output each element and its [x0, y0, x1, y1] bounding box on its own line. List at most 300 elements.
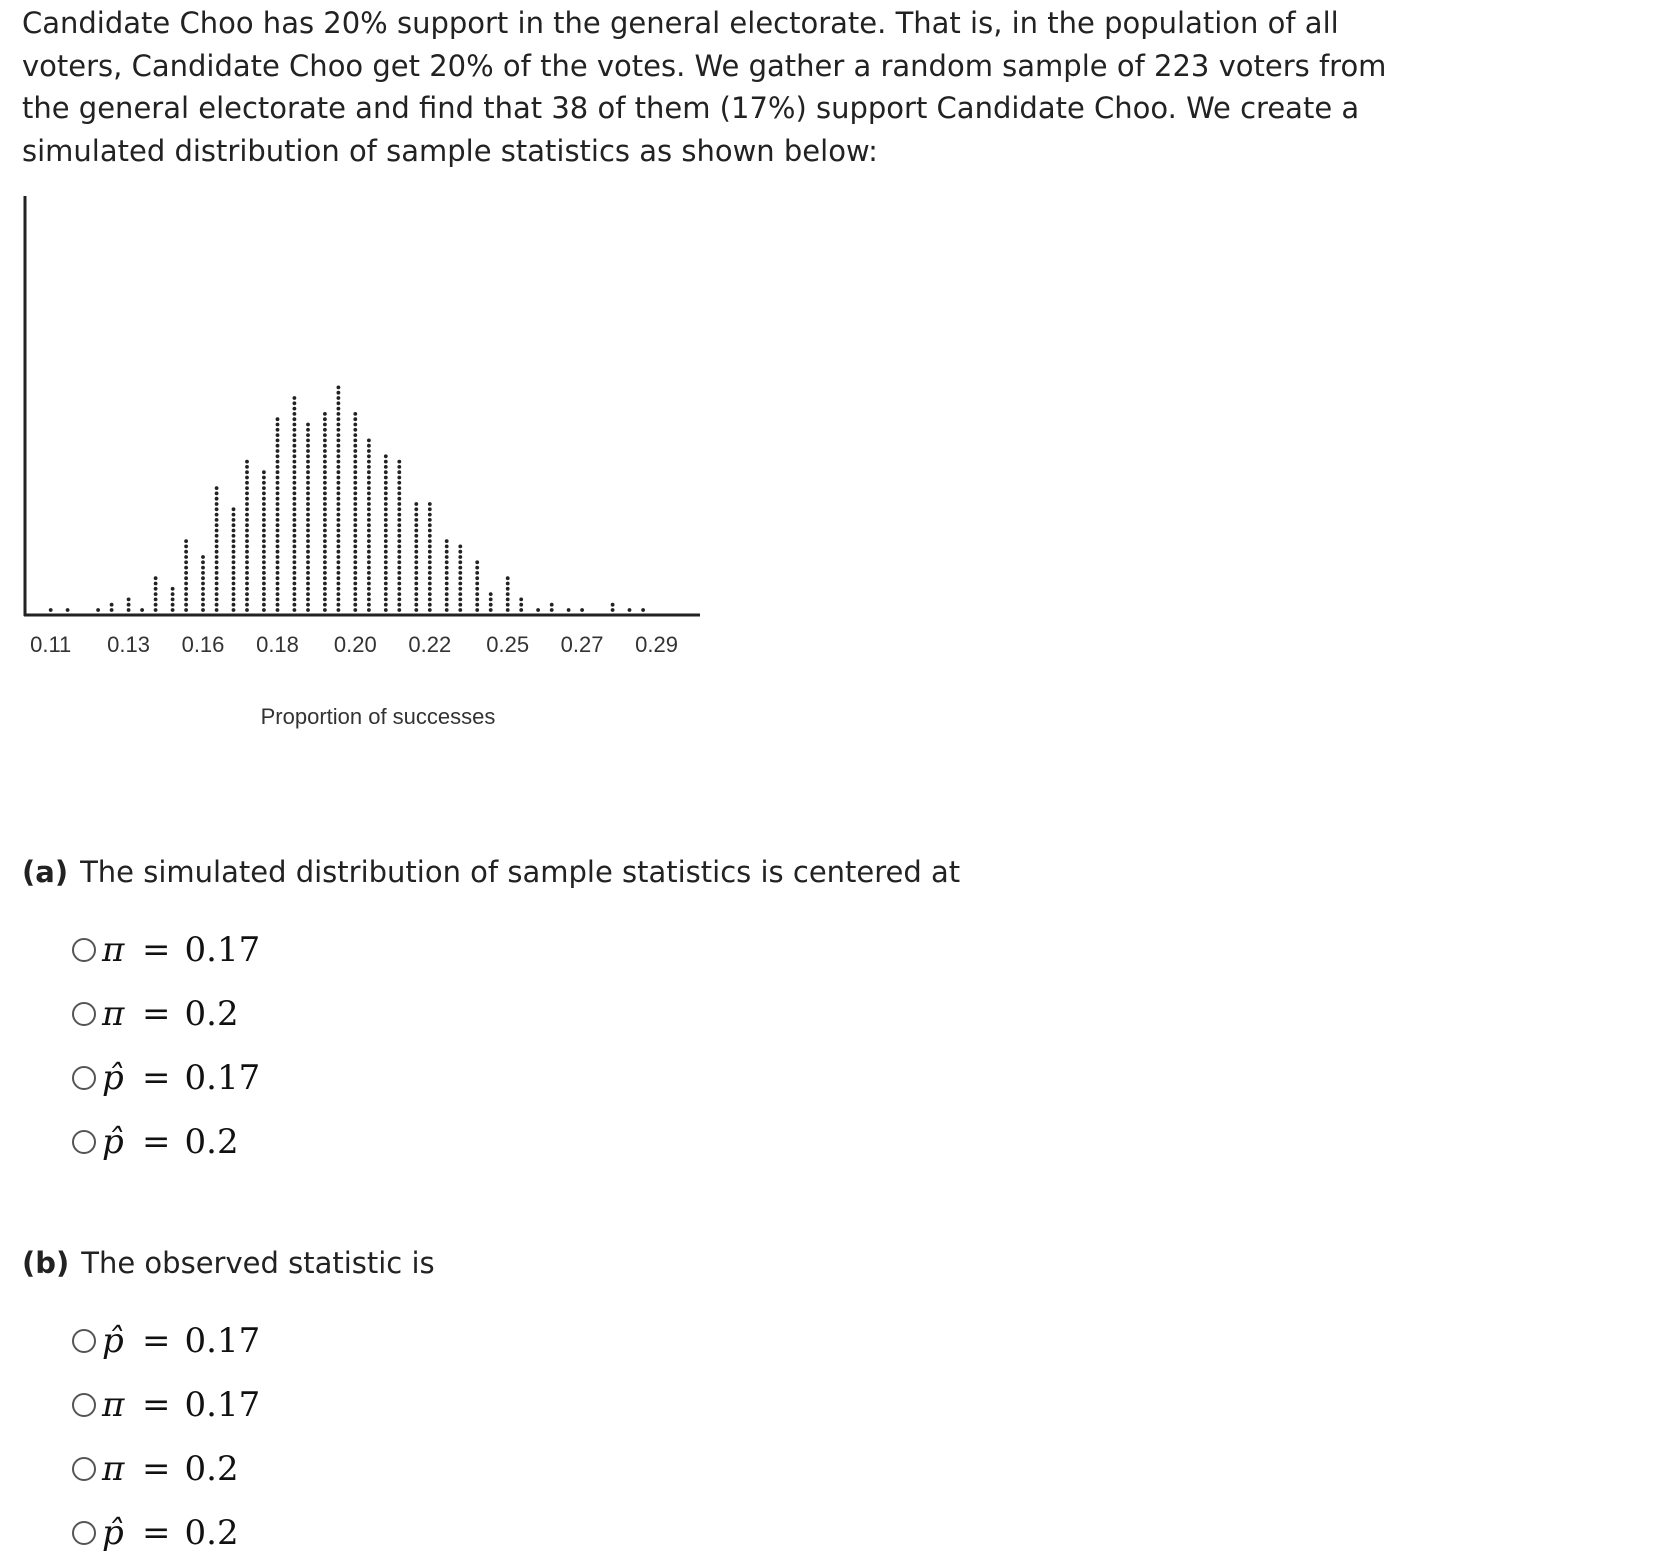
dot [489, 608, 493, 612]
dot [445, 571, 449, 575]
dot [445, 592, 449, 596]
dot [397, 587, 401, 591]
dot [337, 545, 341, 549]
dot [293, 476, 297, 480]
option-expression [102, 1385, 260, 1425]
dot [276, 486, 280, 490]
dot [397, 502, 401, 506]
dot [306, 481, 310, 485]
dot [397, 539, 401, 543]
dot [384, 555, 388, 559]
dot [475, 592, 479, 596]
dot [201, 576, 205, 580]
dot [245, 598, 249, 602]
dot [293, 608, 297, 612]
dot [384, 534, 388, 538]
dot [245, 534, 249, 538]
dot [262, 560, 266, 564]
option-expression [102, 994, 239, 1034]
dot [293, 513, 297, 517]
dot [323, 560, 327, 564]
dot [306, 428, 310, 432]
dot [384, 486, 388, 490]
dot [337, 460, 341, 464]
dot [353, 439, 357, 443]
dot [232, 555, 236, 559]
dot [293, 555, 297, 559]
dot [306, 529, 310, 533]
dot [414, 555, 418, 559]
dot [293, 428, 297, 432]
dot [293, 560, 297, 564]
question-a-option-1[interactable] [72, 918, 260, 982]
dot [262, 502, 266, 506]
dot [428, 576, 432, 580]
dot [293, 523, 297, 527]
dot [367, 608, 371, 612]
question-a-option-4[interactable] [72, 1110, 260, 1174]
dot [414, 534, 418, 538]
dot [337, 576, 341, 580]
option-expression [102, 930, 260, 970]
dot [397, 576, 401, 580]
dot [337, 582, 341, 586]
dot [293, 492, 297, 496]
dot [337, 449, 341, 453]
dot [353, 566, 357, 570]
dot [428, 555, 432, 559]
dot [337, 454, 341, 458]
dot [293, 502, 297, 506]
dot [154, 587, 158, 591]
dot [262, 534, 266, 538]
dot [428, 587, 432, 591]
dot [337, 396, 341, 400]
dot [293, 401, 297, 405]
dot [384, 598, 388, 602]
dot [337, 550, 341, 554]
dot [397, 534, 401, 538]
dot [353, 555, 357, 559]
dot [458, 550, 462, 554]
dot [353, 476, 357, 480]
dot [323, 444, 327, 448]
dot [323, 497, 327, 501]
dot [276, 555, 280, 559]
question-a-option-3[interactable] [72, 1046, 260, 1110]
dot [215, 502, 219, 506]
dot [127, 603, 131, 607]
dot [367, 592, 371, 596]
dot [262, 576, 266, 580]
dot [384, 476, 388, 480]
dot [367, 518, 371, 522]
dot [353, 513, 357, 517]
dot [445, 582, 449, 586]
dot [353, 529, 357, 533]
dot [445, 555, 449, 559]
dot [414, 608, 418, 612]
dot [306, 555, 310, 559]
question-a [22, 852, 960, 892]
dot [293, 582, 297, 586]
dot [306, 454, 310, 458]
dot [293, 417, 297, 421]
dot [337, 470, 341, 474]
dot [215, 492, 219, 496]
dot [306, 476, 310, 480]
dot [397, 571, 401, 575]
dot [262, 582, 266, 586]
dot [262, 476, 266, 480]
option-symbol: p̂ [102, 1122, 124, 1162]
dot [171, 608, 175, 612]
option-expression [102, 1513, 239, 1553]
dot [232, 582, 236, 586]
dot [276, 417, 280, 421]
dot [276, 423, 280, 427]
dot [367, 502, 371, 506]
dot [245, 497, 249, 501]
dot [306, 587, 310, 591]
dot [367, 529, 371, 533]
dot [445, 598, 449, 602]
dot [293, 433, 297, 437]
dot [323, 555, 327, 559]
dot [293, 470, 297, 474]
dot [397, 598, 401, 602]
dot [353, 560, 357, 564]
dot [276, 560, 280, 564]
dot [184, 566, 188, 570]
dot [293, 571, 297, 575]
dot [215, 582, 219, 586]
dot [154, 608, 158, 612]
dot [475, 566, 479, 570]
dot [428, 545, 432, 549]
dot [384, 545, 388, 549]
dot [611, 608, 615, 612]
dot [506, 587, 510, 591]
dot [245, 582, 249, 586]
dot [428, 539, 432, 543]
option-symbol: π [102, 930, 125, 970]
dot [306, 608, 310, 612]
dot [367, 523, 371, 527]
dot [397, 529, 401, 533]
dot [397, 476, 401, 480]
dot [506, 598, 510, 602]
option-expression [102, 1058, 260, 1098]
dot [140, 608, 144, 612]
dot [276, 539, 280, 543]
dot [293, 454, 297, 458]
dot [445, 587, 449, 591]
question-b-text: The observed statistic is [81, 1246, 435, 1280]
radio-button[interactable] [72, 1457, 96, 1481]
dot [397, 492, 401, 496]
dot [428, 534, 432, 538]
dot [397, 513, 401, 517]
dot [397, 603, 401, 607]
dot [276, 523, 280, 527]
dot [323, 534, 327, 538]
dot [293, 587, 297, 591]
dot [293, 534, 297, 538]
dot [201, 582, 205, 586]
dot [428, 566, 432, 570]
dot [232, 587, 236, 591]
dot [397, 486, 401, 490]
dot [293, 449, 297, 453]
dot [458, 555, 462, 559]
question-b-option-1[interactable] [72, 1309, 260, 1373]
dot [201, 587, 205, 591]
dot [353, 507, 357, 511]
option-equals: = [142, 1385, 171, 1425]
dot [245, 492, 249, 496]
dot [506, 576, 510, 580]
dot [276, 571, 280, 575]
dot [293, 603, 297, 607]
option-symbol: π [102, 1385, 125, 1425]
dot [245, 507, 249, 511]
dot [384, 460, 388, 464]
dot [276, 465, 280, 469]
dot [215, 539, 219, 543]
dot [428, 571, 432, 575]
dot [353, 587, 357, 591]
question-b-option-4[interactable] [72, 1501, 260, 1565]
dot [458, 592, 462, 596]
radio-button[interactable] [72, 1002, 96, 1026]
dot [154, 576, 158, 580]
dot [337, 592, 341, 596]
dot [184, 539, 188, 543]
dot [306, 518, 310, 522]
dot [215, 560, 219, 564]
dot [215, 576, 219, 580]
dot [276, 470, 280, 474]
dot [262, 592, 266, 596]
dot [475, 576, 479, 580]
dot [384, 582, 388, 586]
question-b [22, 1243, 435, 1283]
dot [276, 598, 280, 602]
radio-button[interactable] [72, 1393, 96, 1417]
radio-button[interactable] [72, 1066, 96, 1090]
dot [384, 576, 388, 580]
dot [337, 534, 341, 538]
dot [397, 465, 401, 469]
radio-button[interactable] [72, 1329, 96, 1353]
radio-button[interactable] [72, 938, 96, 962]
dot [353, 545, 357, 549]
dot [276, 449, 280, 453]
dot [367, 465, 371, 469]
dot [306, 592, 310, 596]
dot [262, 566, 266, 570]
dot [276, 492, 280, 496]
dot [397, 608, 401, 612]
dot [215, 523, 219, 527]
dot [397, 555, 401, 559]
dot [353, 592, 357, 596]
dot [293, 407, 297, 411]
dot [414, 539, 418, 543]
dot [580, 608, 584, 612]
dot [232, 571, 236, 575]
dot [414, 592, 418, 596]
dot [201, 603, 205, 607]
dot [262, 550, 266, 554]
dot [306, 492, 310, 496]
dot [215, 603, 219, 607]
dot [306, 465, 310, 469]
dot [414, 507, 418, 511]
dot [489, 598, 493, 602]
dot [184, 576, 188, 580]
dot [323, 423, 327, 427]
question-b-option-3[interactable] [72, 1437, 260, 1501]
dot [353, 433, 357, 437]
dot [384, 507, 388, 511]
dot [428, 513, 432, 517]
dot [306, 603, 310, 607]
dot [428, 560, 432, 564]
dot [293, 423, 297, 427]
dot [323, 502, 327, 506]
dot [367, 460, 371, 464]
dot [367, 507, 371, 511]
dot [276, 454, 280, 458]
dot [293, 486, 297, 490]
dot [367, 497, 371, 501]
dot [154, 592, 158, 596]
dot [323, 523, 327, 527]
dot [276, 518, 280, 522]
dot [215, 545, 219, 549]
dot [367, 486, 371, 490]
dot [276, 545, 280, 549]
dot [306, 497, 310, 501]
option-value: 0.17 [184, 1385, 261, 1425]
dot [215, 555, 219, 559]
dot [550, 608, 554, 612]
dot [367, 454, 371, 458]
dot [323, 492, 327, 496]
dot [201, 608, 205, 612]
dot [306, 513, 310, 517]
dot [397, 566, 401, 570]
dot [323, 513, 327, 517]
dot [414, 518, 418, 522]
dot [414, 523, 418, 527]
dot [337, 571, 341, 575]
option-value: 0.17 [184, 1321, 261, 1361]
dot [353, 550, 357, 554]
dot [397, 460, 401, 464]
dot [323, 428, 327, 432]
dot [262, 470, 266, 474]
dot [293, 444, 297, 448]
dot [262, 481, 266, 485]
dot [353, 608, 357, 612]
dot [337, 523, 341, 527]
dot [367, 598, 371, 602]
dot [184, 603, 188, 607]
dot [293, 439, 297, 443]
dot [397, 523, 401, 527]
question-b-option-2[interactable] [72, 1373, 260, 1437]
option-value: 0.2 [184, 1122, 239, 1162]
dot [215, 497, 219, 501]
dot [276, 439, 280, 443]
dot [215, 592, 219, 596]
dot [232, 513, 236, 517]
dot [353, 465, 357, 469]
dot [245, 481, 249, 485]
radio-button[interactable] [72, 1521, 96, 1545]
dot [367, 481, 371, 485]
dot [367, 560, 371, 564]
dot [293, 497, 297, 501]
dot [323, 481, 327, 485]
dot [414, 550, 418, 554]
dot-plot-dots [49, 386, 645, 612]
dot [445, 560, 449, 564]
dot [96, 608, 100, 612]
dot [184, 560, 188, 564]
x-tick-label: 0.11 [30, 632, 72, 657]
dot [232, 518, 236, 522]
dot [397, 545, 401, 549]
dot [306, 502, 310, 506]
dot [215, 513, 219, 517]
dot [184, 545, 188, 549]
dot [337, 560, 341, 564]
question-a-option-2[interactable] [72, 982, 260, 1046]
dot [293, 518, 297, 522]
dot [367, 571, 371, 575]
dot [337, 507, 341, 511]
dot [367, 555, 371, 559]
dot [245, 545, 249, 549]
x-axis-label: Proportion of successes [260, 704, 496, 729]
dot [414, 545, 418, 549]
dot [306, 576, 310, 580]
dot [353, 412, 357, 416]
dot [323, 566, 327, 570]
dot [262, 603, 266, 607]
dot [384, 465, 388, 469]
dot [306, 439, 310, 443]
dot [384, 481, 388, 485]
dot [475, 560, 479, 564]
option-equals: = [142, 1122, 171, 1162]
dot [276, 608, 280, 612]
option-equals: = [142, 1449, 171, 1489]
radio-button[interactable] [72, 1130, 96, 1154]
dot [414, 587, 418, 591]
dot [232, 566, 236, 570]
dot [232, 534, 236, 538]
dot [337, 476, 341, 480]
dot [384, 529, 388, 533]
dot [323, 433, 327, 437]
dot [397, 582, 401, 586]
dot [353, 603, 357, 607]
